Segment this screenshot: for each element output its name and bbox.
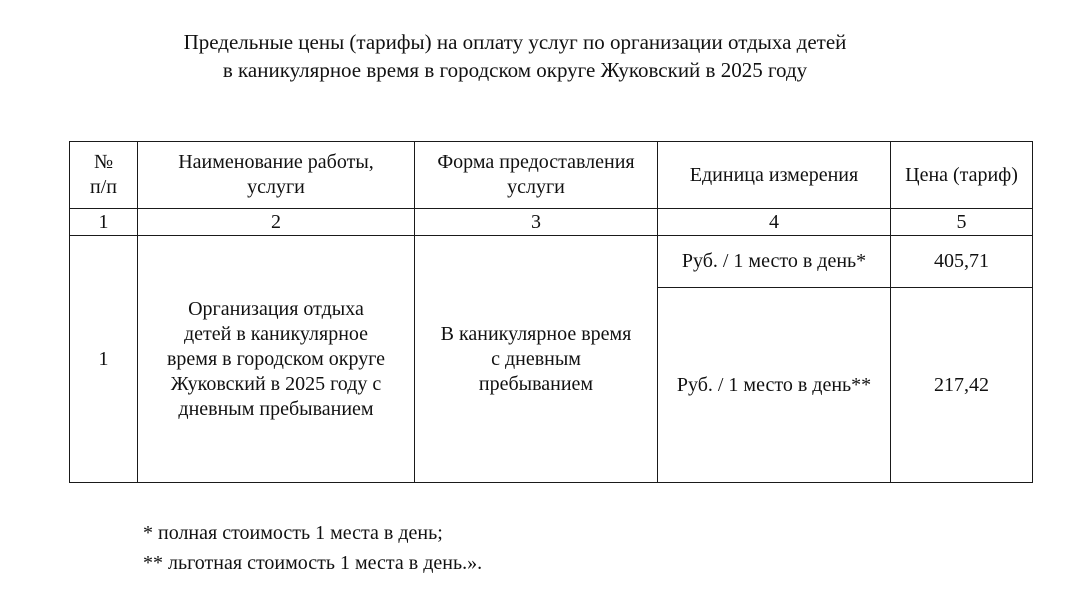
footnotes [143,518,482,578]
service-name [138,236,415,483]
price-reduced: 217,42 [891,288,1033,483]
service-form-line: с дневным [491,347,581,370]
column-number: 5 [891,209,1033,236]
service-form-line: В каникулярное время [440,322,632,345]
header-number-line-1: № [93,151,114,173]
header-unit: Единица измерения [658,142,891,209]
table-row [70,236,1033,288]
unit-full-price: Руб. / 1 место в день* [658,236,891,288]
header-name-line-1: Наименование работы, [178,151,374,173]
unit-reduced-price: Руб. / 1 место в день** [658,288,891,483]
footnote-full-price: * полная стоимость 1 места в день; [143,522,443,544]
footnote-reduced-price: ** льготная стоимость 1 места в день.». [143,552,483,574]
service-name-line: Организация отдыха [188,297,364,320]
header-form-line-2: услуги [507,176,565,198]
service-name-line: дневным пребыванием [178,397,374,420]
title-line-1: Предельные цены (тарифы) на оплату услуг по организации отдыха детей [183,30,847,54]
service-name-line: Жуковский в 2025 году с [170,372,382,395]
header-number [70,142,138,209]
column-number-row [70,209,1033,236]
column-number: 3 [415,209,658,236]
header-name-line-2: услуги [247,176,305,198]
service-name-line: время в городском округе [166,347,386,370]
header-number-line-2: п/п [90,176,117,198]
service-name-line: детей в каникулярное [183,322,369,345]
service-form-line: пребыванием [478,372,594,395]
document-title [0,28,1030,84]
table-header-row [70,142,1033,209]
row-number: 1 [70,236,138,483]
header-form [415,142,658,209]
title-line-2: в каникулярное время в городском округе Жуковский в 2025 году [222,58,808,82]
column-number: 2 [138,209,415,236]
column-number: 4 [658,209,891,236]
header-form-line-1: Форма предоставления [437,151,635,173]
header-name [138,142,415,209]
price-table [69,141,1033,483]
column-number: 1 [70,209,138,236]
header-price: Цена (тариф) [891,142,1033,209]
service-form [415,236,658,483]
price-full: 405,71 [891,236,1033,288]
